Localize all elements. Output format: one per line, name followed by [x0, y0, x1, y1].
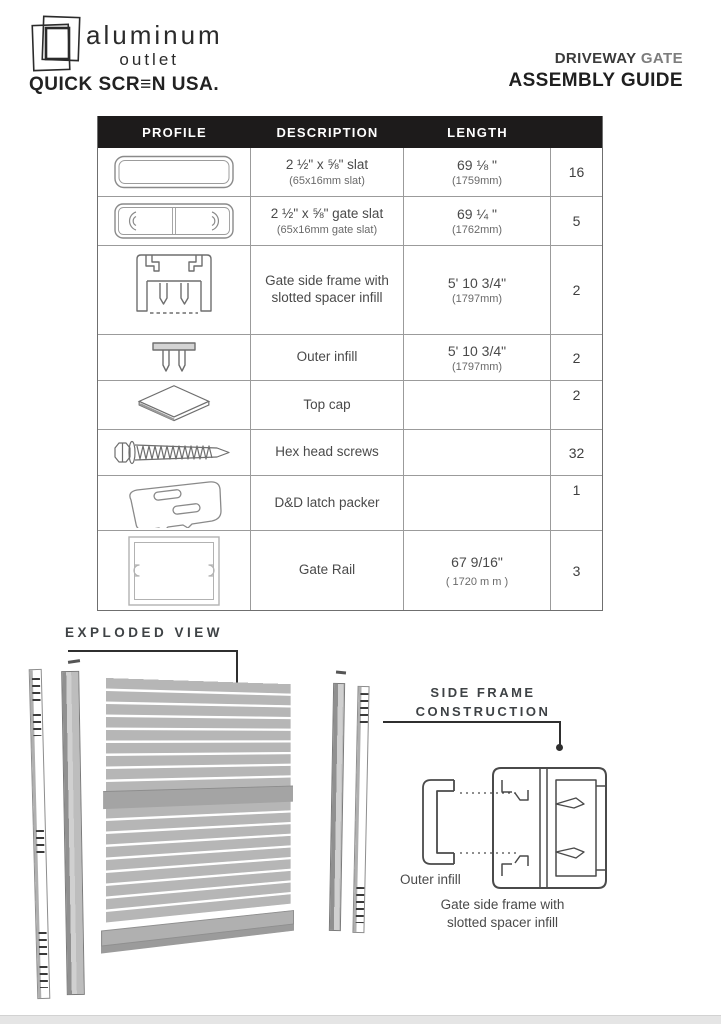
table-row: [98, 531, 602, 610]
profile-cell: [98, 246, 251, 334]
outer-infill-post: [61, 671, 85, 995]
top-cap-icon: [131, 383, 217, 427]
qty-cell: 5: [572, 213, 581, 229]
profile-cell: [98, 381, 251, 429]
logo-name-outlet: outlet: [119, 50, 179, 69]
length-cell: [404, 476, 551, 530]
product-title: [508, 50, 683, 67]
document-title: [508, 50, 683, 92]
qty-cell: 2: [572, 387, 581, 403]
side-frame-leader-line: [383, 721, 561, 723]
description-cell: Hex head screws: [251, 430, 404, 475]
profile-cell: [98, 531, 251, 610]
slat-panel: [106, 678, 291, 980]
description-cell: Top cap: [251, 381, 404, 429]
side-frame-title: SIDE FRAME CONSTRUCTION: [415, 685, 551, 719]
table-row: [98, 335, 602, 381]
profile-cell: [98, 430, 251, 475]
description-cell: 2 ½" x ⅝" slat (65x16mm slat): [251, 148, 404, 196]
length-cell: [404, 430, 551, 475]
profile-cell: [98, 148, 251, 196]
table-row: [98, 197, 602, 246]
exploded-view-title: EXPLODED VIEW: [65, 625, 224, 640]
logo-tagline: QUICK SCR≡N USA.: [29, 74, 220, 95]
table-row: [98, 430, 602, 476]
description-cell: 2 ½" x ⅝" gate slat (65x16mm gate slat): [251, 197, 404, 245]
col-description-label: DESCRIPTION: [276, 124, 379, 140]
qty-cell: 2: [572, 282, 581, 298]
table-header: [98, 116, 602, 148]
footer-bar: [0, 1015, 721, 1024]
logo-name: aluminum: [86, 20, 223, 50]
side-frame-leader-dot: [556, 744, 563, 751]
gate-side-frame-profile-icon: [129, 251, 219, 329]
table-row: [98, 148, 602, 197]
qty-cell: 3: [572, 562, 581, 579]
profile-cell: [98, 197, 251, 245]
length-cell: 5' 10 3/4" (1797mm): [404, 246, 551, 334]
profile-cell: [98, 476, 251, 530]
profile-cell: [98, 335, 251, 380]
description-cell: Gate side frame with slotted spacer infill: [251, 246, 404, 334]
gate-rail-profile-icon: [126, 534, 222, 608]
qty-cell: 16: [568, 164, 585, 180]
top-cap-mark: [336, 670, 346, 674]
description-cell: D&D latch packer: [251, 476, 404, 530]
product-title-accent: GATE: [640, 50, 683, 67]
gate-side-frame-post: [29, 669, 51, 999]
qty-cell: 32: [568, 444, 585, 461]
table-row: [98, 381, 602, 430]
slat-profile-icon: [113, 154, 235, 190]
col-length-label: LENGTH: [447, 124, 508, 140]
description-cell: Outer infill: [251, 335, 404, 380]
outer-infill-profile-icon: [149, 339, 199, 377]
gate-side-frame-label: Gate side frame with slotted spacer infill: [440, 897, 565, 931]
length-cell: [404, 381, 551, 429]
gate-slat-profile-icon: [113, 201, 235, 241]
latch-packer-icon: [121, 478, 227, 528]
top-cap-mark: [68, 659, 80, 664]
outer-infill-post: [329, 683, 345, 931]
exploded-view-leader-line: [68, 650, 238, 652]
outer-infill-label: Outer infill: [400, 872, 461, 887]
length-cell: 5' 10 3/4" (1797mm): [404, 335, 551, 380]
gate-side-frame-post: [352, 686, 369, 933]
description-cell: Gate Rail: [251, 531, 404, 610]
table-row: [98, 476, 602, 531]
qty-cell: 1: [572, 482, 581, 498]
col-profile-label: PROFILE: [142, 124, 207, 140]
parts-table: [97, 116, 603, 611]
guide-subtitle: ASSEMBLY GUIDE: [508, 70, 683, 91]
length-cell: 69 ¼ " (1762mm): [404, 197, 551, 245]
length-cell: 69 ⅛ " (1759mm): [404, 148, 551, 196]
qty-cell: 2: [572, 349, 581, 366]
table-row: [98, 246, 602, 335]
length-cell: 67 9/16" ( 1720 m m ): [404, 531, 551, 610]
product-title-main: DRIVEWAY: [554, 50, 637, 67]
hex-screw-icon: [111, 436, 237, 470]
overlapping-squares-logo-icon: [30, 14, 84, 74]
